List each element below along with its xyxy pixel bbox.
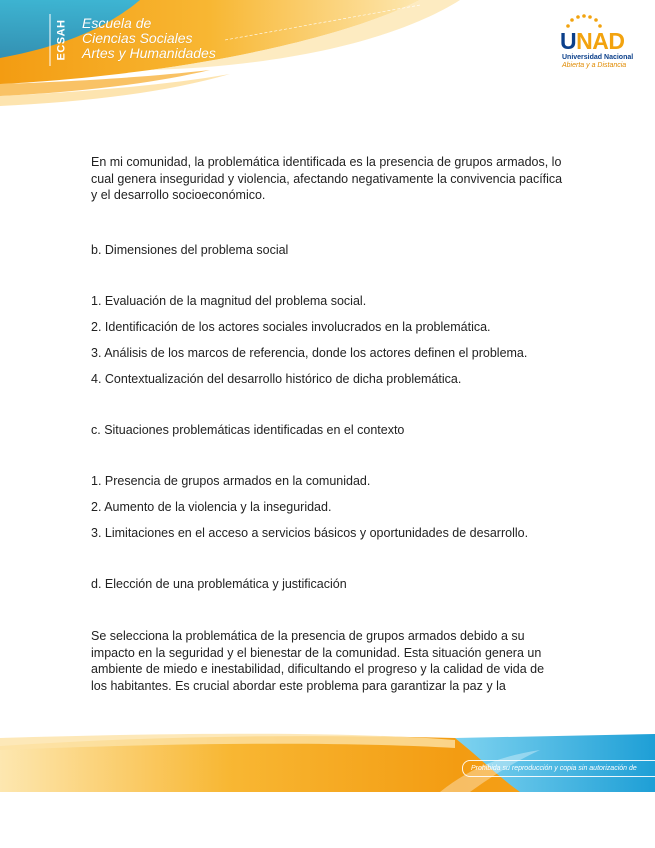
school-name-line2: Ciencias Sociales [82, 30, 193, 46]
list-item: 1. Presencia de grupos armados en la comunidad. [91, 474, 371, 488]
closing-paragraph: Se selecciona la problemática de la presencia de grupos armados debido a su impacto en la seguridad y el bienestar de la comunidad. Esta situación genera un ambiente de miedo e inestabilidad, dificultando el progreso y la calidad de vida de los habitantes. Es crucial abordar este problema para garantizar la paz y la [91, 629, 545, 693]
page-footer [0, 728, 655, 800]
school-abbreviation: ECSAH [55, 19, 68, 61]
list-item: 2. Identificación de los actores sociales involucrados en la problemática. [91, 320, 491, 334]
page-header [0, 0, 655, 110]
section-c-heading: c. Situaciones problemáticas identificadas en el contexto [91, 423, 405, 437]
school-name-line3: Artes y Humanidades [82, 45, 216, 61]
list-item: 2. Aumento de la violencia y la inseguridad. [91, 500, 332, 514]
section-b-heading: b. Dimensiones del problema social [91, 243, 289, 257]
list-item: 1. Evaluación de la magnitud del problema social. [91, 294, 367, 308]
ecsah-vertical-label [50, 14, 72, 66]
intro-paragraph: En mi comunidad, la problemática identificada es la presencia de grupos armados, lo cual genera inseguridad y violencia, afectando negativamente la convivencia pacífica y el desarrollo socioeconómico. [91, 155, 563, 202]
section-d-heading: d. Elección de una problemática y justificación [91, 577, 347, 591]
logo-subtitle-1: Universidad Nacional [562, 54, 634, 61]
school-name-line1: Escuela de [82, 15, 152, 31]
unad-logo [556, 14, 636, 80]
list-item: 3. Limitaciones en el acceso a servicios básicos y oportunidades de desarrollo. [91, 526, 529, 540]
logo-letters-nad: NAD [576, 28, 625, 54]
list-item: 4. Contextualización del desarrollo histórico de dicha problemática. [91, 372, 462, 386]
copyright-note: Prohibida su reproducción y copia sin autorización de [462, 760, 655, 777]
school-name [82, 16, 216, 61]
logo-subtitle-2: Abierta y a Distancia [562, 62, 627, 69]
logo-letter-u: U [560, 28, 577, 54]
logo-wordmark [560, 28, 624, 55]
list-item: 3. Análisis de los marcos de referencia, donde los actores definen el problema. [91, 346, 528, 360]
